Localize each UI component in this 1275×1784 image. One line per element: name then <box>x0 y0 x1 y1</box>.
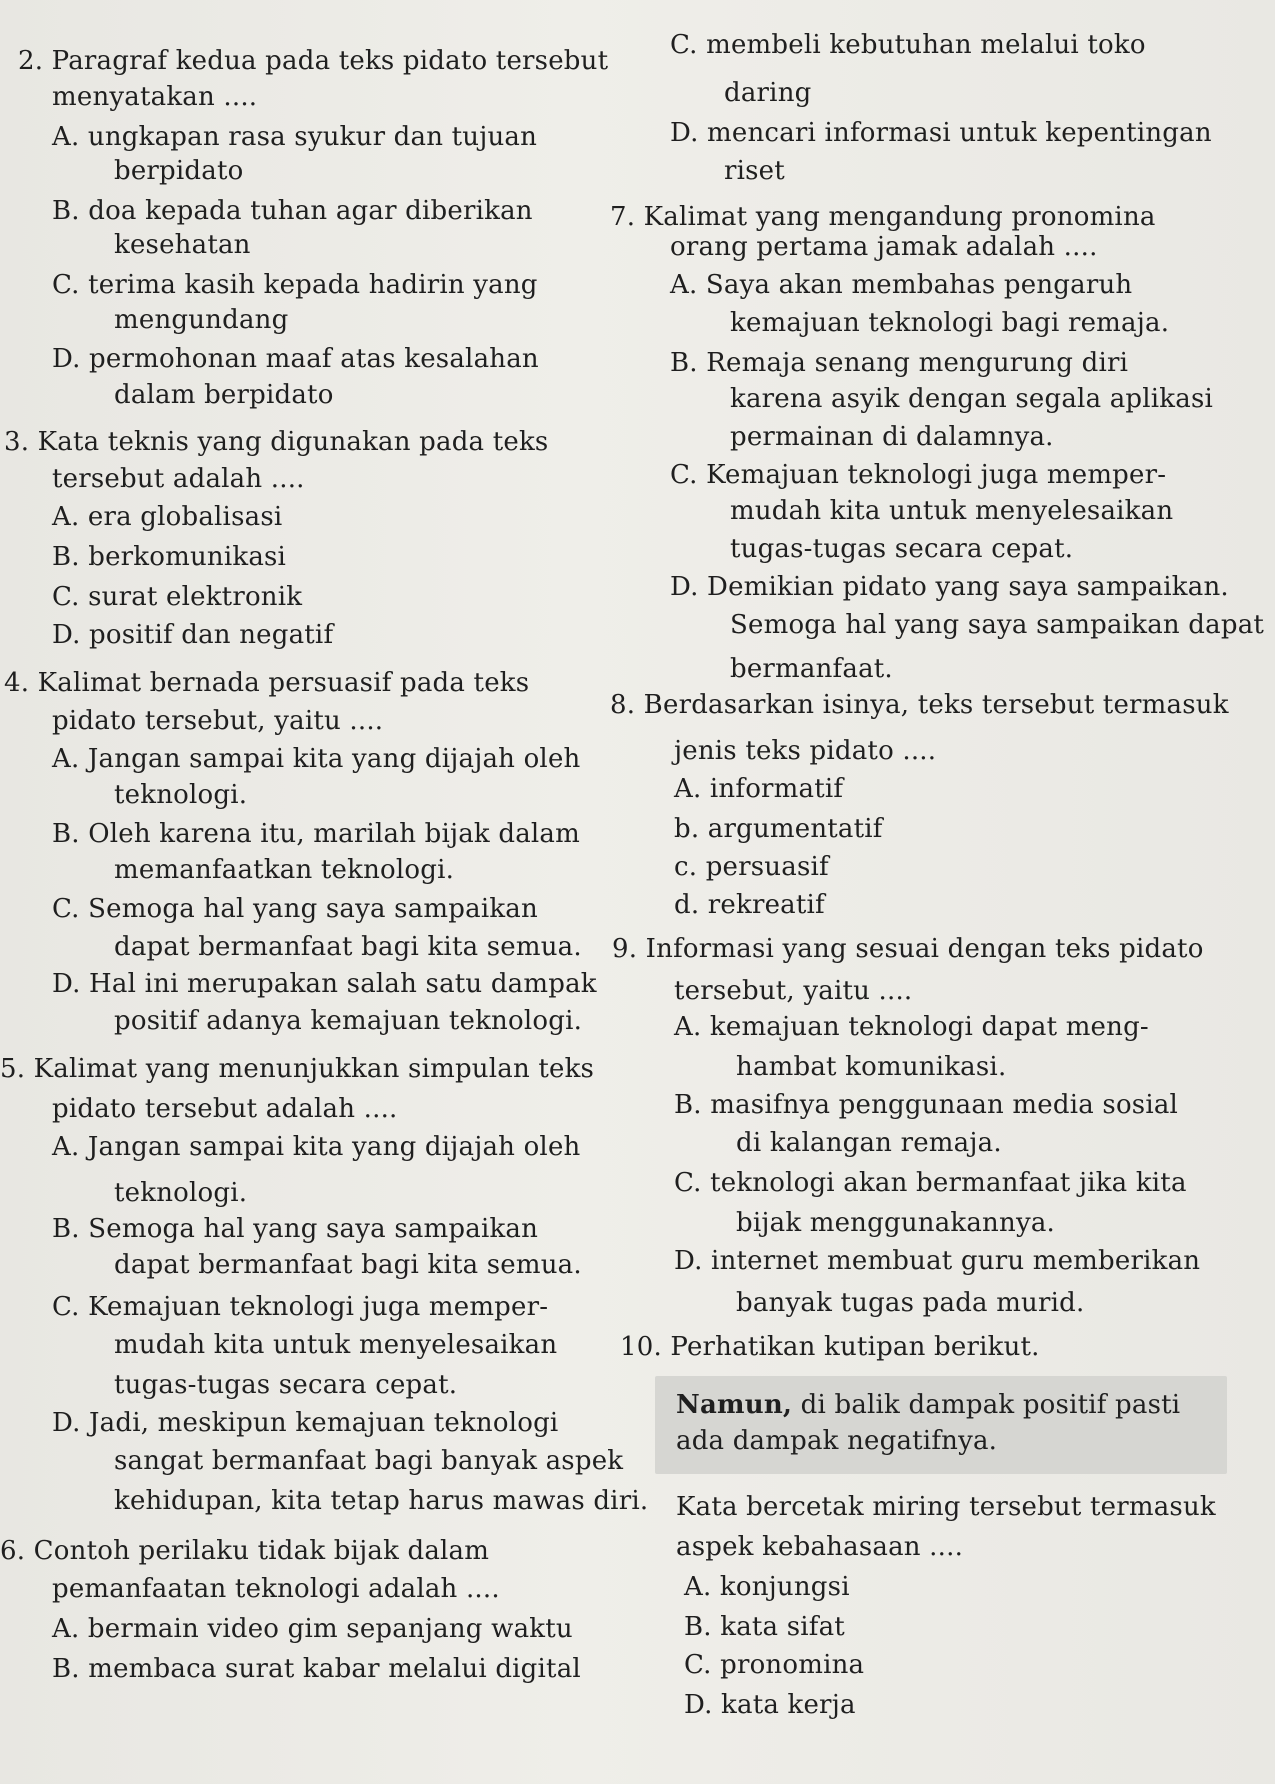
question-10-prompt: Kata bercetak miring tersebut termasuk <box>676 1492 1216 1522</box>
question-3-option-d[interactable]: D. positif dan negatif <box>52 620 334 650</box>
question-9-stem: 9. Informasi yang sesuai dengan teks pidato <box>612 934 1204 964</box>
question-6-stem: 6. Contoh perilaku tidak bijak dalam <box>0 1536 490 1566</box>
question-2-option-d[interactable]: D. permohonan maaf atas kesalahan <box>52 344 539 374</box>
question-4-option-b-cont: memanfaatkan teknologi. <box>114 855 455 885</box>
question-3-stem-cont: tersebut adalah .... <box>52 464 305 494</box>
question-4-option-a-cont: teknologi. <box>114 780 248 810</box>
question-2-option-a[interactable]: A. ungkapan rasa syukur dan tujuan <box>52 122 538 152</box>
question-9-option-b-cont: di kalangan remaja. <box>736 1128 1002 1158</box>
question-8-option-a[interactable]: A. informatif <box>674 774 844 804</box>
question-3-option-a[interactable]: A. era globalisasi <box>52 502 283 532</box>
question-6-option-c-cont: daring <box>724 78 812 108</box>
question-4-stem: 4. Kalimat bernada persuasif pada teks <box>4 668 530 698</box>
question-7-option-a[interactable]: A. Saya akan membahas pengaruh <box>670 270 1133 300</box>
question-10-option-c[interactable]: C. pronomina <box>684 1650 865 1680</box>
question-7-option-d[interactable]: D. Demikian pidato yang saya sampaikan. <box>670 572 1229 602</box>
question-9-option-c-cont: bijak menggunakannya. <box>736 1208 1056 1238</box>
question-6-option-c[interactable]: C. membeli kebutuhan melalui toko <box>670 30 1146 60</box>
question-7-option-b[interactable]: B. Remaja senang mengurung diri <box>670 348 1129 378</box>
question-5-option-d-cont: sangat bermanfaat bagi banyak aspek <box>114 1446 624 1476</box>
question-2-option-a-cont: berpidato <box>114 156 244 186</box>
question-4-stem-cont: pidato tersebut, yaitu .... <box>52 706 384 736</box>
question-5-stem-cont: pidato tersebut adalah .... <box>52 1094 398 1124</box>
question-3-option-b[interactable]: B. berkomunikasi <box>52 542 287 572</box>
question-4-option-b[interactable]: B. Oleh karena itu, marilah bijak dalam <box>52 819 580 849</box>
question-9-option-d-cont: banyak tugas pada murid. <box>736 1288 1085 1318</box>
question-2-option-c-cont: mengundang <box>114 305 289 335</box>
question-3-stem: 3. Kata teknis yang digunakan pada teks <box>4 427 549 457</box>
question-7-stem-cont: orang pertama jamak adalah .... <box>670 232 1098 262</box>
question-7-option-d-cont: Semoga hal yang saya sampaikan dapat <box>730 610 1265 640</box>
quote-line-2: ada dampak negatifnya. <box>676 1426 998 1456</box>
question-2-stem-cont: menyatakan .... <box>52 82 258 112</box>
question-6-option-a[interactable]: A. bermain video gim sepanjang waktu <box>52 1614 573 1644</box>
question-8-stem: 8. Berdasarkan isinya, teks tersebut termasuk <box>610 690 1229 720</box>
question-5-option-b-cont: dapat bermanfaat bagi kita semua. <box>114 1250 582 1280</box>
question-5-option-c-cont2: tugas-tugas secara cepat. <box>114 1370 458 1400</box>
question-2-stem: 2. Paragraf kedua pada teks pidato tersebut <box>18 46 609 76</box>
question-6-option-b[interactable]: B. membaca surat kabar melalui digital <box>52 1654 581 1684</box>
question-9-option-a-cont: hambat komunikasi. <box>736 1052 1007 1082</box>
question-9-stem-cont: tersebut, yaitu .... <box>674 976 913 1006</box>
question-7-option-c-cont: mudah kita untuk menyelesaikan <box>730 496 1174 526</box>
question-5-option-d-cont2: kehidupan, kita tetap harus mawas diri. <box>114 1486 649 1516</box>
question-10-option-a[interactable]: A. konjungsi <box>684 1572 850 1602</box>
question-10-option-b[interactable]: B. kata sifat <box>684 1612 845 1642</box>
question-6-stem-cont: pemanfaatan teknologi adalah .... <box>52 1574 500 1604</box>
question-6-option-d-cont: riset <box>724 156 785 186</box>
question-8-option-d[interactable]: d. rekreatif <box>674 890 825 920</box>
question-8-option-b[interactable]: b. argumentatif <box>674 814 883 844</box>
question-10-stem: 10. Perhatikan kutipan berikut. <box>620 1332 1040 1362</box>
question-9-option-c[interactable]: C. teknologi akan bermanfaat jika kita <box>674 1168 1187 1198</box>
question-5-option-c[interactable]: C. Kemajuan teknologi juga memper- <box>52 1292 549 1322</box>
question-2-option-b[interactable]: B. doa kepada tuhan agar diberikan <box>52 196 533 226</box>
question-4-option-d-cont: positif adanya kemajuan teknologi. <box>114 1006 583 1036</box>
question-8-option-c[interactable]: c. persuasif <box>674 852 829 882</box>
question-7-option-b-cont: karena asyik dengan segala aplikasi <box>730 384 1214 414</box>
question-7-option-c-cont2: tugas-tugas secara cepat. <box>730 534 1074 564</box>
question-5-option-d[interactable]: D. Jadi, meskipun kemajuan teknologi <box>52 1408 559 1438</box>
question-9-option-a[interactable]: A. kemajuan teknologi dapat meng- <box>674 1012 1149 1042</box>
question-5-option-a-cont: teknologi. <box>114 1178 248 1208</box>
question-4-option-c[interactable]: C. Semoga hal yang saya sampaikan <box>52 894 538 924</box>
question-4-option-a[interactable]: A. Jangan sampai kita yang dijajah oleh <box>52 744 581 774</box>
question-2-option-b-cont: kesehatan <box>114 230 251 260</box>
question-5-option-b[interactable]: B. Semoga hal yang saya sampaikan <box>52 1214 539 1244</box>
question-5-stem: 5. Kalimat yang menunjukkan simpulan teks <box>0 1054 595 1084</box>
question-10-option-d[interactable]: D. kata kerja <box>684 1690 856 1720</box>
question-7-option-c[interactable]: C. Kemajuan teknologi juga memper- <box>670 460 1167 490</box>
question-5-option-c-cont: mudah kita untuk menyelesaikan <box>114 1330 558 1360</box>
question-9-option-b[interactable]: B. masifnya penggunaan media sosial <box>674 1090 1179 1120</box>
question-7-stem: 7. Kalimat yang mengandung pronomina <box>610 202 1156 232</box>
question-9-option-d[interactable]: D. internet membuat guru memberikan <box>674 1246 1201 1276</box>
quote-bold-word: Namun, <box>676 1390 793 1420</box>
question-4-option-c-cont: dapat bermanfaat bagi kita semua. <box>114 932 582 962</box>
question-10-prompt-cont: aspek kebahasaan .... <box>676 1532 964 1562</box>
question-5-option-a[interactable]: A. Jangan sampai kita yang dijajah oleh <box>52 1132 581 1162</box>
question-2-option-d-cont: dalam berpidato <box>114 380 334 410</box>
question-7-option-b-cont2: permainan di dalamnya. <box>730 422 1054 452</box>
question-6-option-d[interactable]: D. mencari informasi untuk kepentingan <box>670 118 1212 148</box>
quote-rest: di balik dampak positif pasti <box>800 1390 1181 1420</box>
question-3-option-c[interactable]: C. surat elektronik <box>52 582 303 612</box>
question-7-option-d-cont2: bermanfaat. <box>730 654 893 684</box>
question-2-option-c[interactable]: C. terima kasih kepada hadirin yang <box>52 270 538 300</box>
question-7-option-a-cont: kemajuan teknologi bagi remaja. <box>730 308 1170 338</box>
question-8-stem-cont: jenis teks pidato .... <box>674 736 937 766</box>
question-4-option-d[interactable]: D. Hal ini merupakan salah satu dampak <box>52 969 597 999</box>
quote-line-1 <box>676 1390 1180 1420</box>
